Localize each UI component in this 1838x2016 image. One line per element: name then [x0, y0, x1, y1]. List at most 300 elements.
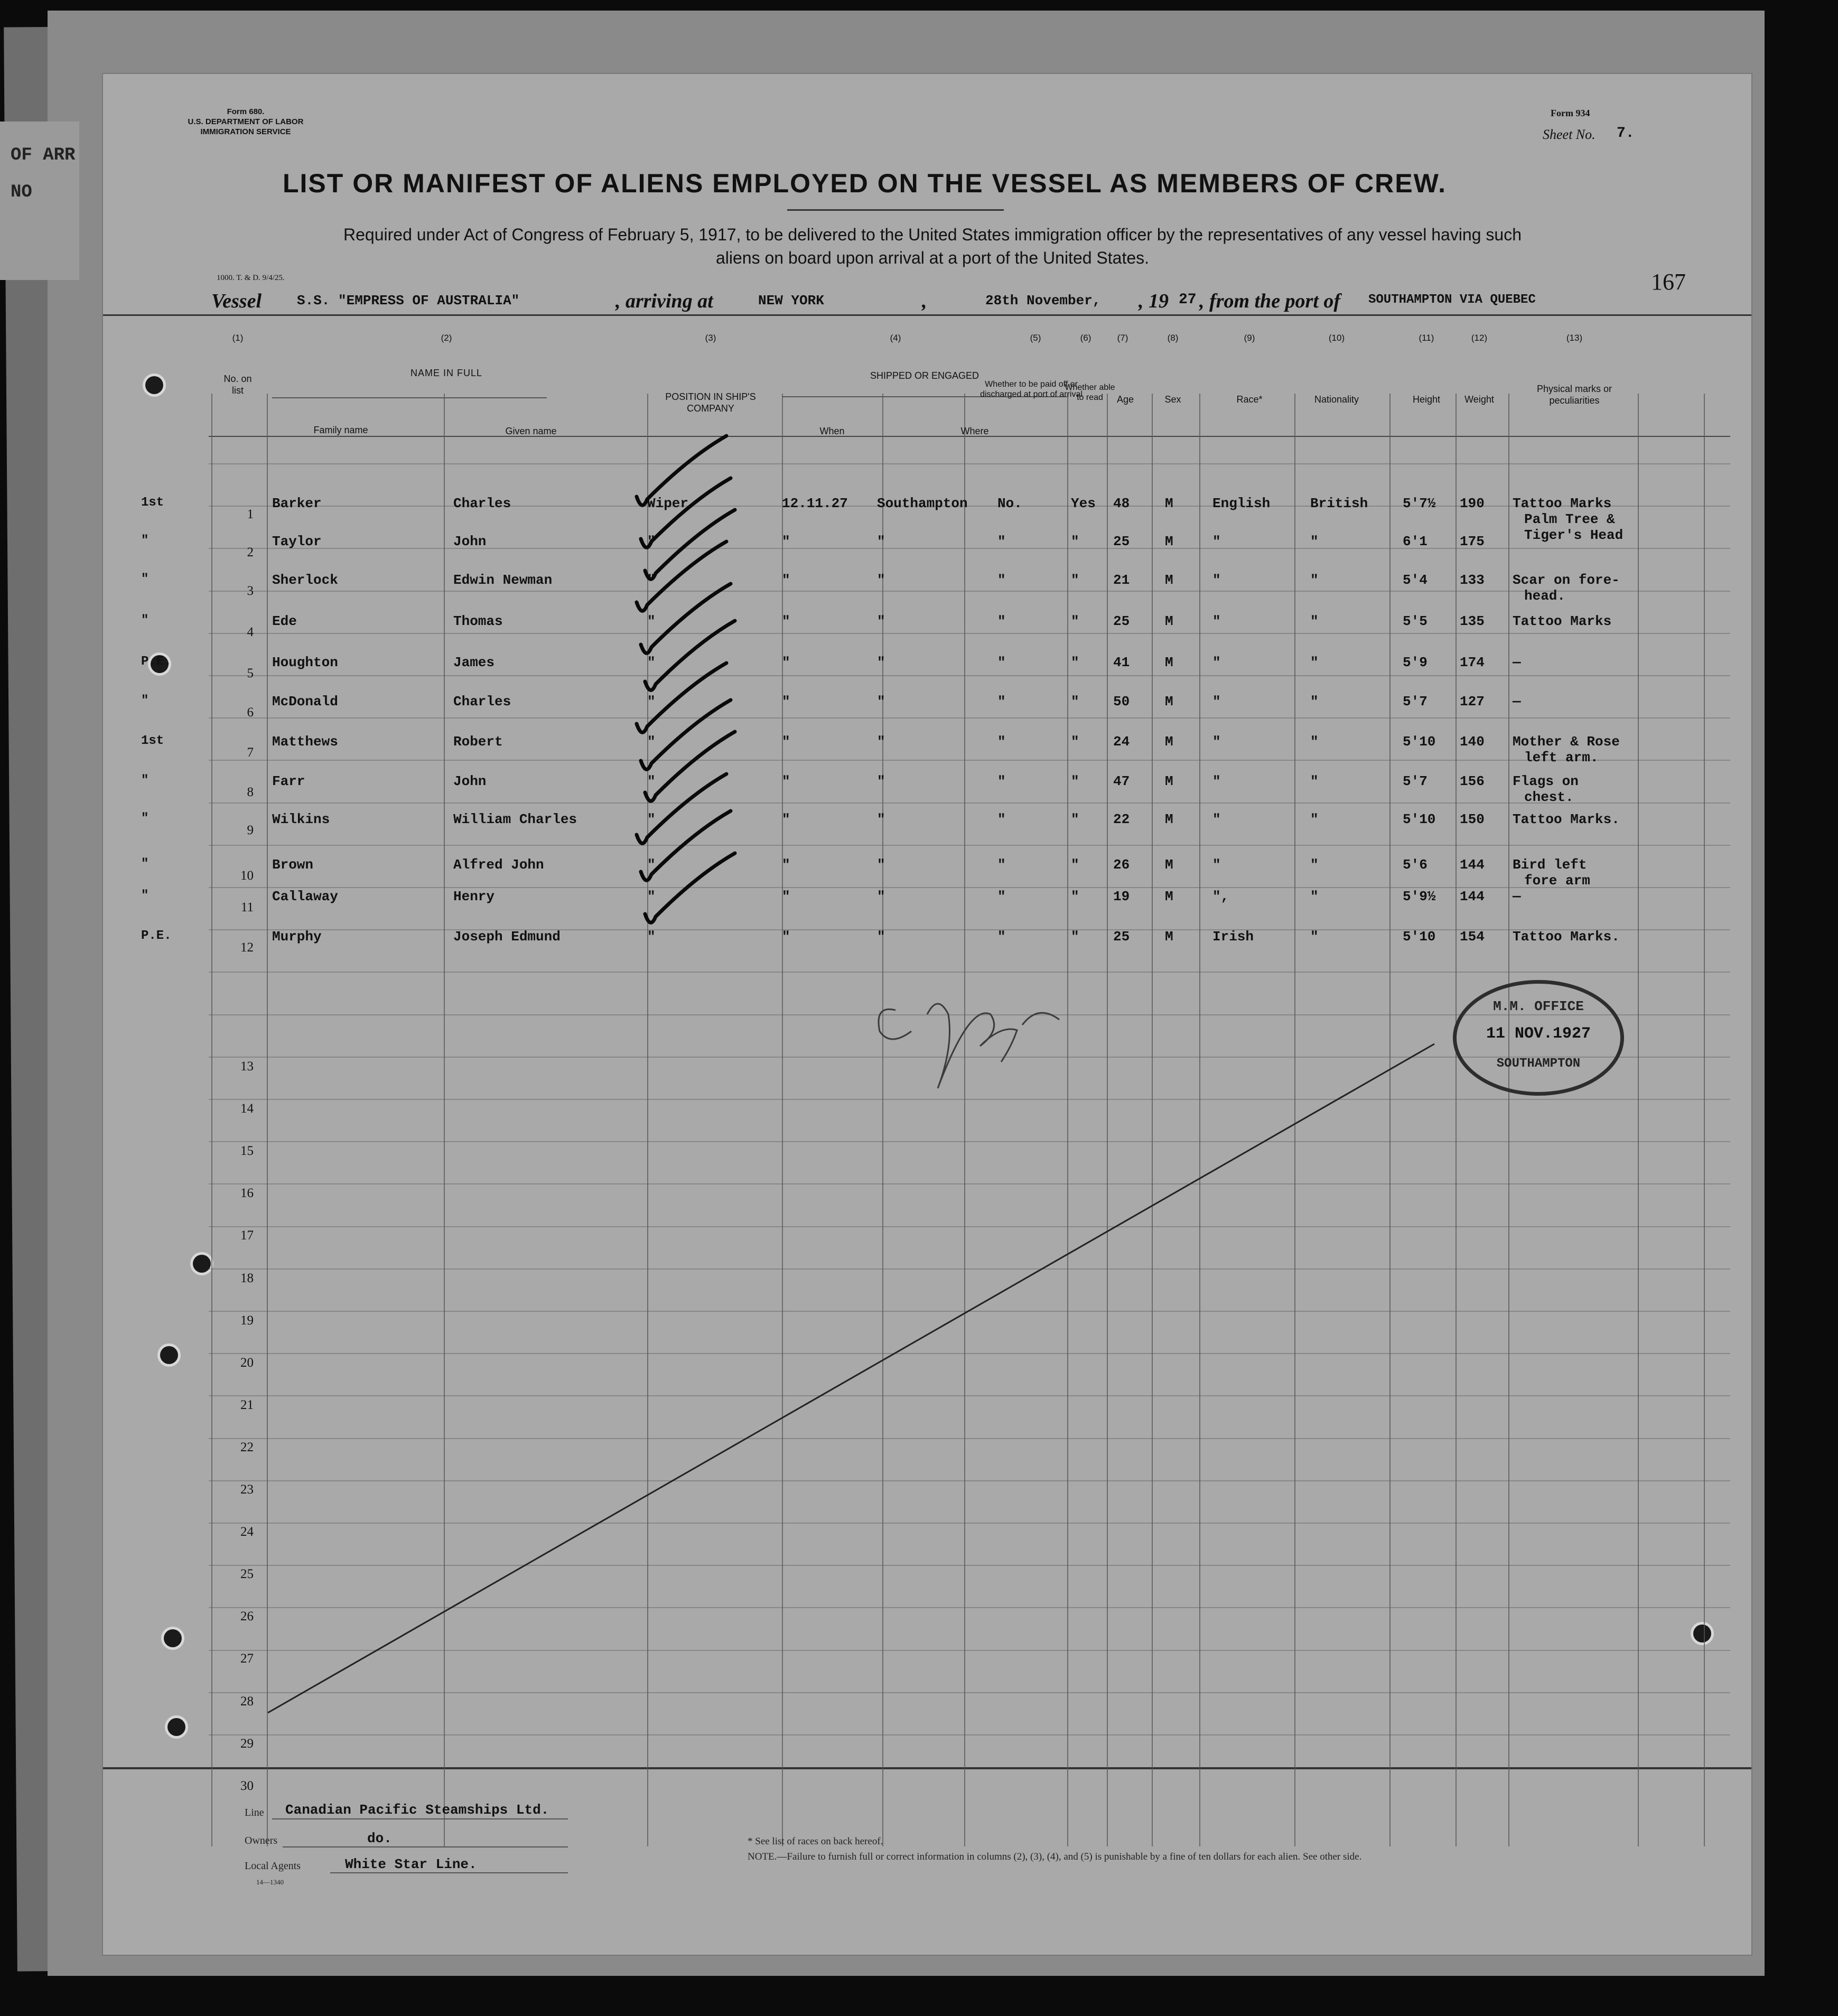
check-mark — [637, 663, 726, 732]
shipped-where: " — [877, 655, 885, 670]
signature-scribble — [879, 1004, 1059, 1088]
height: 5'7 — [1403, 773, 1428, 789]
age: 21 — [1113, 572, 1130, 588]
given-name: Thomas — [453, 613, 503, 629]
able-to-read: " — [1071, 929, 1079, 945]
col-header-sex: Sex — [1164, 394, 1181, 405]
paid-off: " — [997, 773, 1006, 789]
family-name: Callaway — [272, 889, 338, 905]
row-number: 16 — [240, 1186, 254, 1201]
row-number: 7 — [247, 745, 254, 760]
race: Irish — [1212, 929, 1254, 945]
family-name: Wilkins — [272, 811, 330, 827]
height: 5'5 — [1403, 613, 1428, 629]
given-name: Charles — [453, 496, 511, 512]
entry-class: " — [141, 534, 149, 548]
vessel-name: S.S. "EMPRESS OF AUSTRALIA" — [297, 293, 520, 309]
row-number: 3 — [247, 583, 254, 598]
given-name: John — [453, 773, 487, 789]
age: 24 — [1113, 734, 1130, 750]
row-number: 30 — [240, 1778, 254, 1793]
weight: 133 — [1460, 572, 1485, 588]
subtitle-line: Required under Act of Congress of February 5, 1917, to be delivered to the United States immigration officer by the representatives of any vessel having such — [343, 225, 1522, 244]
nationality: " — [1310, 655, 1319, 670]
race: " — [1212, 572, 1221, 588]
shipped-where: " — [877, 773, 885, 789]
sex: M — [1165, 857, 1173, 873]
physical-marks: Tiger's Head — [1524, 527, 1624, 544]
shipped-when: " — [782, 811, 790, 827]
race: " — [1212, 694, 1221, 710]
able-to-read: " — [1071, 572, 1079, 588]
position: " — [647, 734, 656, 750]
row-number: 27 — [240, 1651, 254, 1666]
paid-off: " — [997, 734, 1006, 750]
given-name: Alfred John — [453, 857, 544, 873]
shipped-where: " — [877, 889, 885, 905]
entry-class: " — [141, 613, 149, 628]
shipped-when: " — [782, 929, 790, 945]
physical-marks: — — [1513, 694, 1521, 710]
position: " — [647, 655, 656, 670]
check-mark — [637, 436, 726, 505]
check-mark — [641, 584, 731, 653]
row-number: 15 — [240, 1144, 254, 1159]
height: 6'1 — [1403, 534, 1428, 550]
col-number: (9) — [1244, 333, 1255, 343]
nationality: " — [1310, 889, 1319, 905]
col-header-race: Race* — [1236, 394, 1263, 405]
physical-marks: Tattoo Marks — [1513, 613, 1612, 629]
physical-marks: Scar on fore- — [1513, 572, 1620, 588]
weight: 174 — [1460, 655, 1485, 670]
col-number: (1) — [232, 333, 244, 343]
nationality: " — [1310, 734, 1319, 750]
entry-class: 1st — [141, 734, 164, 749]
shipped-where: " — [877, 857, 885, 873]
scrap-text: OF ARR — [11, 145, 76, 165]
row-number: 22 — [240, 1440, 254, 1454]
sex: M — [1165, 572, 1173, 588]
age: 25 — [1113, 613, 1130, 629]
col-header-name: NAME IN FULL — [410, 368, 483, 378]
given-name: Charles — [453, 694, 511, 710]
physical-marks: fore arm — [1524, 873, 1590, 889]
arriving-label: , arriving at — [615, 290, 713, 312]
family-name: Houghton — [272, 655, 338, 670]
height: 5'7 — [1403, 694, 1428, 710]
race: " — [1212, 811, 1221, 827]
weight: 140 — [1460, 734, 1485, 750]
weight: 144 — [1460, 857, 1485, 873]
stamp-bottom: SOUTHAMPTON — [1496, 1057, 1581, 1071]
owners-value: do. — [367, 1831, 392, 1846]
col-number: (11) — [1419, 333, 1434, 343]
nationality: " — [1310, 572, 1319, 588]
able-to-read: " — [1071, 613, 1079, 629]
position: " — [647, 773, 656, 789]
row-number: 8 — [247, 785, 254, 799]
given-name: Robert — [453, 734, 503, 750]
row-number: 13 — [240, 1059, 254, 1074]
age: 50 — [1113, 694, 1130, 710]
entry-class: " — [141, 694, 149, 708]
cancel-diagonal-line — [268, 1044, 1434, 1713]
nationality: " — [1310, 811, 1319, 827]
line-value: Canadian Pacific Steamships Ltd. — [285, 1802, 549, 1818]
department-name: U.S. DEPARTMENT OF LABOR — [188, 117, 304, 126]
race: " — [1212, 734, 1221, 750]
given-name: Joseph Edmund — [453, 929, 561, 945]
arrival-year: 27 — [1179, 292, 1197, 308]
shipped-when: " — [782, 572, 790, 588]
col-number: (7) — [1117, 333, 1128, 343]
subtitle-line: aliens on board upon arrival at a port of the United States. — [715, 248, 1150, 267]
physical-marks: left arm. — [1524, 750, 1599, 766]
able-to-read: " — [1071, 889, 1079, 905]
family-name: Sherlock — [272, 572, 338, 588]
footer-rule — [283, 1846, 568, 1847]
weight: 154 — [1460, 929, 1485, 945]
agents-label: Local Agents — [245, 1860, 301, 1872]
sex: M — [1165, 734, 1173, 750]
age: 41 — [1113, 655, 1130, 670]
weight: 190 — [1460, 496, 1485, 512]
line-label: Line — [245, 1807, 264, 1818]
entry-class: " — [141, 857, 149, 871]
height: 5'9 — [1403, 655, 1428, 670]
family-name: Brown — [272, 857, 314, 873]
race: " — [1212, 655, 1221, 670]
footer-rule — [330, 1872, 568, 1873]
entry-class: " — [141, 572, 149, 586]
nationality: " — [1310, 694, 1319, 710]
col-header-weight: Weight — [1464, 394, 1494, 405]
age: 19 — [1113, 889, 1130, 905]
physical-marks: Flags on — [1513, 773, 1579, 789]
row-number: 19 — [240, 1313, 254, 1328]
paid-off: " — [997, 572, 1006, 588]
sex: M — [1165, 889, 1173, 905]
paid-off: " — [997, 534, 1006, 550]
race: English — [1212, 496, 1271, 512]
print-reference: 1000. T. & D. 9/4/25. — [217, 274, 285, 282]
weight: 127 — [1460, 694, 1485, 710]
age: 22 — [1113, 811, 1130, 827]
vessel-label: Vessel — [211, 290, 262, 312]
sex: M — [1165, 613, 1173, 629]
col-number: (10) — [1328, 333, 1345, 343]
given-name: Henry — [453, 889, 495, 905]
able-to-read: " — [1071, 734, 1079, 750]
shipped-where: " — [877, 694, 885, 710]
family-name: Farr — [272, 773, 305, 789]
stamp-top: M.M. OFFICE — [1493, 998, 1584, 1014]
shipped-where: " — [877, 572, 885, 588]
row-number: 10 — [240, 869, 254, 883]
col-header-no: No. on list — [223, 374, 252, 396]
entry-class: P.E. — [141, 655, 172, 669]
shipped-where: Southampton — [877, 496, 968, 512]
col-header-when: When — [819, 426, 845, 436]
physical-marks: Tattoo Marks. — [1513, 811, 1620, 827]
able-to-read: " — [1071, 694, 1079, 710]
age: 25 — [1113, 534, 1130, 550]
physical-marks: Mother & Rose — [1513, 734, 1620, 750]
sex: M — [1165, 694, 1173, 710]
check-mark — [645, 732, 735, 801]
physical-marks: chest. — [1524, 789, 1574, 805]
position: " — [647, 929, 656, 945]
shipped-when: " — [782, 734, 790, 750]
family-name: Taylor — [272, 534, 322, 550]
check-mark — [641, 700, 731, 769]
entry-class: " — [141, 889, 149, 903]
col-number: (6) — [1080, 333, 1091, 343]
races-note: * See list of races on back hereof. — [748, 1836, 883, 1847]
row-number: 20 — [240, 1355, 254, 1370]
entry-class: " — [141, 773, 149, 788]
agents-value: White Star Line. — [345, 1856, 477, 1872]
sex: M — [1165, 811, 1173, 827]
shipped-where: " — [877, 811, 885, 827]
row-number: 18 — [240, 1271, 254, 1285]
row-number: 6 — [247, 705, 254, 720]
race: " — [1212, 613, 1221, 629]
position: " — [647, 534, 656, 550]
weight: 144 — [1460, 889, 1485, 905]
print-ref: 14—1340 — [256, 1878, 284, 1886]
row-number: 4 — [247, 624, 254, 639]
paid-off: " — [997, 694, 1006, 710]
able-to-read: " — [1071, 811, 1079, 827]
physical-marks: — — [1513, 655, 1521, 670]
owners-label: Owners — [245, 1835, 278, 1846]
check-mark — [645, 853, 735, 922]
adjacent-page-scrap — [0, 122, 79, 280]
shipped-where: " — [877, 734, 885, 750]
col-number: (5) — [1030, 333, 1041, 343]
paid-off: " — [997, 811, 1006, 827]
row-number: 17 — [240, 1228, 254, 1243]
col-header-nationality: Nationality — [1314, 394, 1359, 405]
family-name: Ede — [272, 613, 297, 629]
nationality: " — [1310, 613, 1319, 629]
sex: M — [1165, 655, 1173, 670]
physical-marks: Palm Tree & — [1524, 511, 1615, 528]
sex: M — [1165, 496, 1173, 512]
row-number: 26 — [240, 1609, 254, 1624]
family-name: Murphy — [272, 929, 322, 945]
arrival-date: 28th November, — [985, 293, 1101, 309]
form-number: Form 680. — [227, 107, 265, 116]
check-marks — [637, 436, 735, 922]
height: 5'9½ — [1403, 889, 1436, 905]
shipped-when: " — [782, 773, 790, 789]
page-number: 167 — [1651, 269, 1686, 295]
able-to-read: " — [1071, 857, 1079, 873]
height: 5'4 — [1403, 572, 1428, 588]
family-name: Matthews — [272, 734, 338, 750]
position: " — [647, 694, 656, 710]
given-name: Edwin Newman — [453, 572, 553, 588]
height: 5'10 — [1403, 929, 1436, 945]
shipped-when: " — [782, 857, 790, 873]
row-number: 5 — [247, 666, 254, 680]
col-number: (8) — [1167, 333, 1179, 343]
nationality: " — [1310, 929, 1319, 945]
col-number: (3) — [705, 333, 716, 343]
weight: 150 — [1460, 811, 1485, 827]
paid-off: " — [997, 655, 1006, 670]
row-number: 25 — [240, 1567, 254, 1582]
able-to-read: " — [1071, 773, 1079, 789]
col-number: (13) — [1566, 333, 1583, 343]
shipped-when: " — [782, 534, 790, 550]
height: 5'10 — [1403, 811, 1436, 827]
able-to-read: Yes — [1071, 496, 1096, 512]
physical-marks: head. — [1524, 587, 1566, 604]
office-stamp — [1453, 980, 1624, 1096]
row-number: 24 — [240, 1525, 254, 1539]
shipped-when: " — [782, 694, 790, 710]
check-mark — [641, 811, 731, 880]
sex: M — [1165, 534, 1173, 550]
entry-class: " — [141, 811, 149, 826]
row-number: 21 — [240, 1397, 254, 1412]
row-number: 1 — [247, 507, 254, 522]
position: " — [647, 811, 656, 827]
physical-marks: — — [1513, 889, 1521, 905]
col-header-where: Where — [960, 426, 989, 436]
row-number: 11 — [240, 900, 254, 915]
row-number: 12 — [240, 940, 254, 955]
position: Wiper — [647, 496, 689, 512]
row-number: 14 — [240, 1102, 254, 1116]
row-number: 9 — [247, 823, 254, 837]
row-number: 28 — [240, 1694, 254, 1709]
manifest-sheet — [103, 74, 1751, 1955]
col-number: (2) — [441, 333, 452, 343]
nationality: " — [1310, 534, 1319, 550]
given-name: James — [453, 655, 495, 670]
position: " — [647, 613, 656, 629]
family-name: McDonald — [272, 694, 338, 710]
col-header-marks: Physical marks or peculiarities — [1536, 384, 1612, 406]
race: " — [1212, 773, 1221, 789]
race: " — [1212, 857, 1221, 873]
paid-off: No. — [997, 496, 1022, 512]
sex: M — [1165, 773, 1173, 789]
shipped-when: " — [782, 889, 790, 905]
col-number: (12) — [1471, 333, 1488, 343]
sheet-number: 7. — [1617, 125, 1635, 142]
form-number-right: Form 934 — [1551, 108, 1590, 118]
col-header-read: Whether able to read — [1065, 383, 1115, 402]
given-name: John — [453, 534, 487, 550]
shipped-when: " — [782, 655, 790, 670]
check-mark — [641, 478, 731, 550]
departure-port: SOUTHAMPTON VIA QUEBEC — [1368, 293, 1536, 307]
physical-marks: Tattoo Marks. — [1513, 929, 1620, 945]
arrival-port: NEW YORK — [758, 293, 824, 309]
col-header-age: Age — [1116, 394, 1134, 405]
entry-class: P.E. — [141, 929, 172, 944]
age: 48 — [1113, 496, 1130, 512]
shipped-where: " — [877, 929, 885, 945]
sheet-label: Sheet No. — [1543, 127, 1596, 142]
from-port-label: , from the port of — [1199, 290, 1341, 312]
page-title: LIST OR MANIFEST OF ALIENS EMPLOYED ON THE VESSEL AS MEMBERS OF CREW. — [283, 169, 1447, 198]
physical-marks: Bird left — [1513, 857, 1587, 873]
comma: , — [922, 290, 927, 312]
height: 5'10 — [1403, 734, 1436, 750]
race: ", — [1212, 889, 1229, 905]
height: 5'6 — [1403, 857, 1428, 873]
check-mark — [645, 621, 735, 690]
row-number: 2 — [247, 545, 254, 560]
check-mark — [637, 542, 726, 611]
col-number: (4) — [890, 333, 901, 343]
row-number: 29 — [240, 1736, 254, 1751]
service-name: IMMIGRATION SERVICE — [200, 127, 291, 136]
penalty-note: NOTE.—Failure to furnish full or correct information in columns (2), (3), (4), and (5) is punishable by a fine of ten dollars for each alien. See other side. — [748, 1851, 1362, 1862]
position: " — [647, 889, 656, 905]
col-header-position: POSITION IN SHIP'S COMPANY — [665, 391, 756, 414]
given-name: William Charles — [453, 811, 577, 827]
weight: 156 — [1460, 773, 1485, 789]
shipped-when: " — [782, 613, 790, 629]
stamp-date: 11 NOV.1927 — [1486, 1025, 1591, 1043]
col-header-given: Given name — [505, 426, 557, 436]
family-name: Barker — [272, 496, 322, 512]
scrap-text: NO — [11, 182, 32, 202]
footer-rule — [272, 1818, 568, 1819]
weight: 175 — [1460, 534, 1485, 550]
entry-class: 1st — [141, 496, 164, 510]
sex: M — [1165, 929, 1173, 945]
nationality: " — [1310, 773, 1319, 789]
age: 26 — [1113, 857, 1130, 873]
race: " — [1212, 534, 1221, 550]
check-mark — [637, 774, 726, 843]
able-to-read: " — [1071, 534, 1079, 550]
weight: 135 — [1460, 613, 1485, 629]
position: " — [647, 572, 656, 588]
paid-off: " — [997, 613, 1006, 629]
col-header-shipped: SHIPPED OR ENGAGED — [870, 370, 979, 381]
height: 5'7½ — [1403, 496, 1436, 512]
paid-off: " — [997, 929, 1006, 945]
position: " — [647, 857, 656, 873]
nationality: " — [1310, 857, 1319, 873]
shipped-where: " — [877, 613, 885, 629]
row-number: 23 — [240, 1482, 254, 1497]
shipped-when: 12.11.27 — [782, 496, 848, 512]
age: 47 — [1113, 773, 1130, 789]
age: 25 — [1113, 929, 1130, 945]
col-header-paid-off: Whether to be paid off or discharged at port of arrival — [980, 380, 1083, 399]
paid-off: " — [997, 857, 1006, 873]
able-to-read: " — [1071, 655, 1079, 670]
col-header-height: Height — [1412, 394, 1441, 405]
col-header-family: Family name — [313, 425, 368, 435]
year-prefix: , 19 — [1139, 290, 1169, 312]
physical-marks: Tattoo Marks — [1513, 496, 1612, 512]
nationality: British — [1310, 496, 1368, 512]
shipped-where: " — [877, 534, 885, 550]
paid-off: " — [997, 889, 1006, 905]
